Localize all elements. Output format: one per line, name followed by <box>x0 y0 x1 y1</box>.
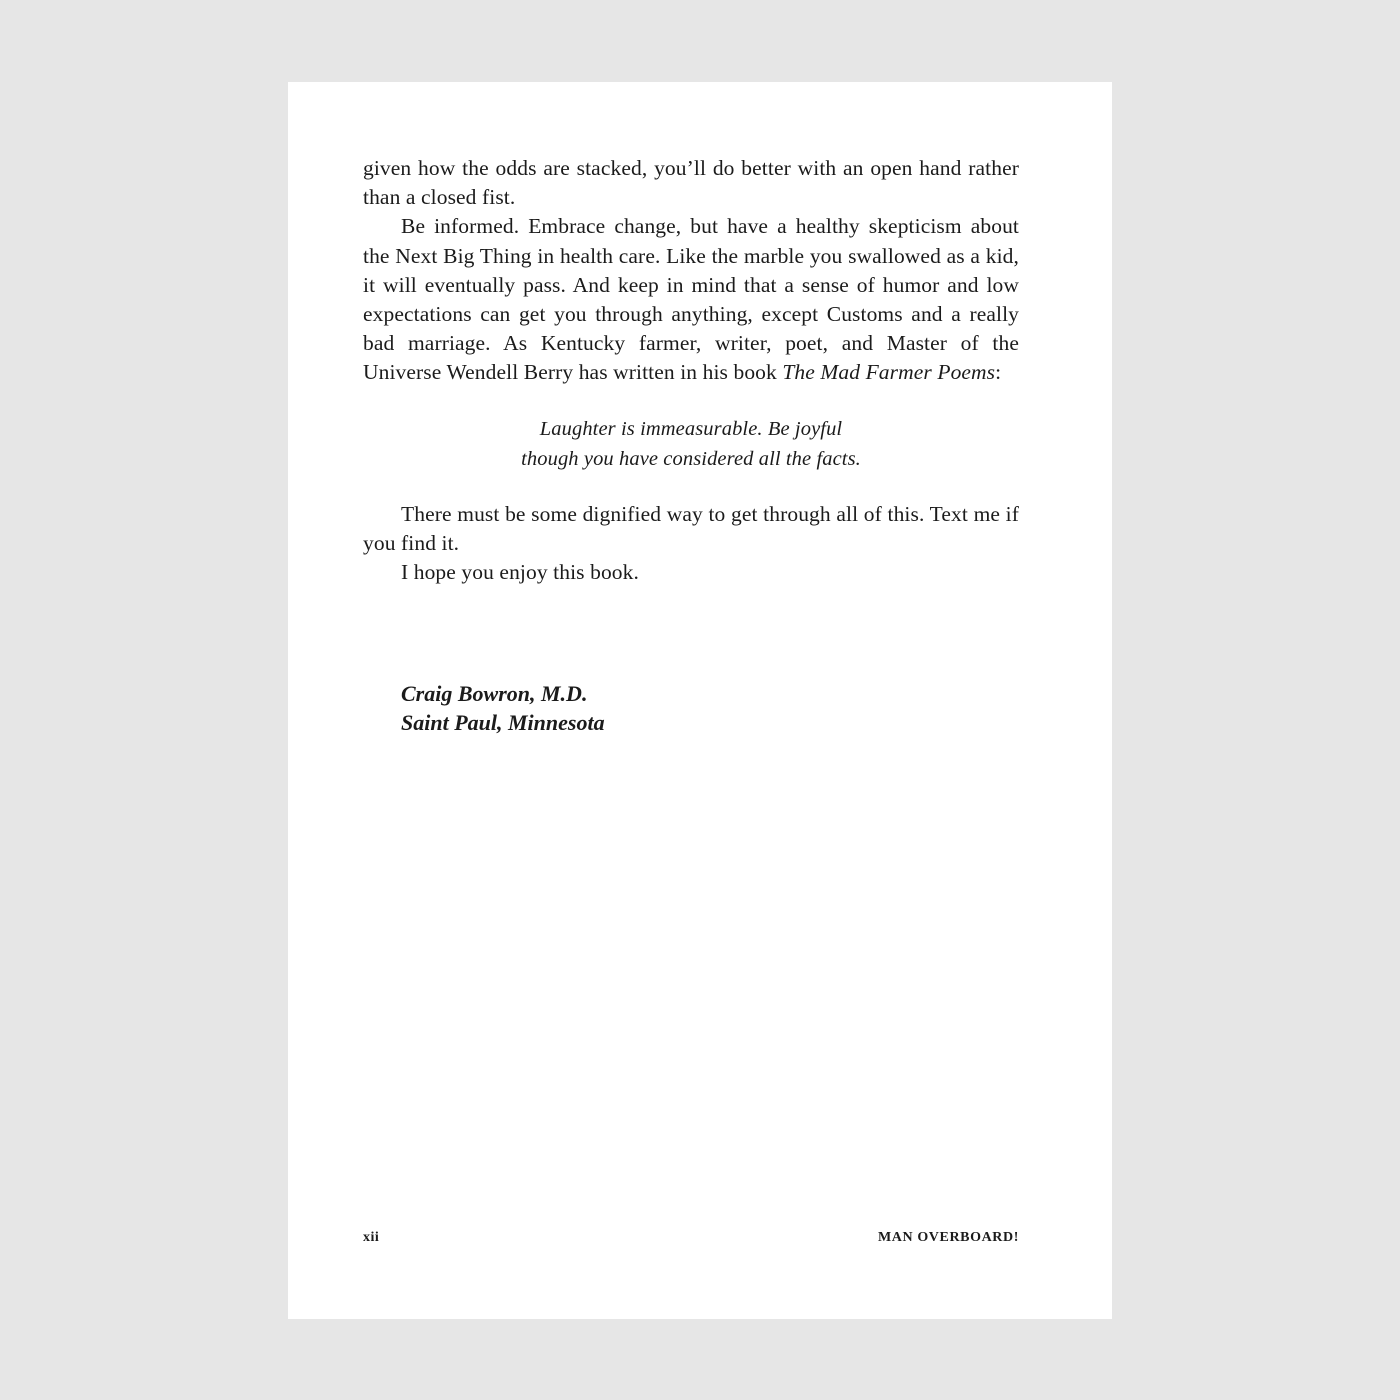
book-title: The Mad Farmer Poems <box>782 360 996 385</box>
paragraph-be-informed <box>363 212 1019 387</box>
author-name: Craig Bowron, M.D. <box>401 681 588 706</box>
epigraph-line-1: Laughter is immeasurable. Be joyful <box>539 417 843 440</box>
author-signature <box>401 679 605 737</box>
book-page <box>288 82 1112 1319</box>
epigraph-quote <box>363 414 1019 474</box>
page-number: xii <box>363 1230 380 1245</box>
paragraph-punctuation: : <box>995 360 1002 385</box>
running-title: MAN OVERBOARD! <box>877 1230 1019 1245</box>
page-body-text <box>363 154 1019 587</box>
epigraph-line-2: though you have considered all the facts. <box>521 447 861 470</box>
author-location: Saint Paul, Minnesota <box>401 710 605 735</box>
paragraph-text: Be informed. Embrace change, but have a healthy skepticism about the Next Big Thing in health care. Like the marble you swallowed as a kid, it will eventually pass. And keep in mind that a sense of humor and low expectations can get you through anything, except Customs and a really bad marriage. As Kentucky farmer, writer, poet, and Master of the Universe Wendell Berry has written in his book <box>363 214 1019 385</box>
paragraph-continuation: given how the odds are stacked, you’ll do better with an open hand rather than a closed fist. <box>363 156 1019 210</box>
paragraph-enjoy-book: I hope you enjoy this book. <box>401 560 639 585</box>
paragraph-dignified-way: There must be some dignified way to get through all of this. Text me if you find it. <box>363 501 1019 555</box>
